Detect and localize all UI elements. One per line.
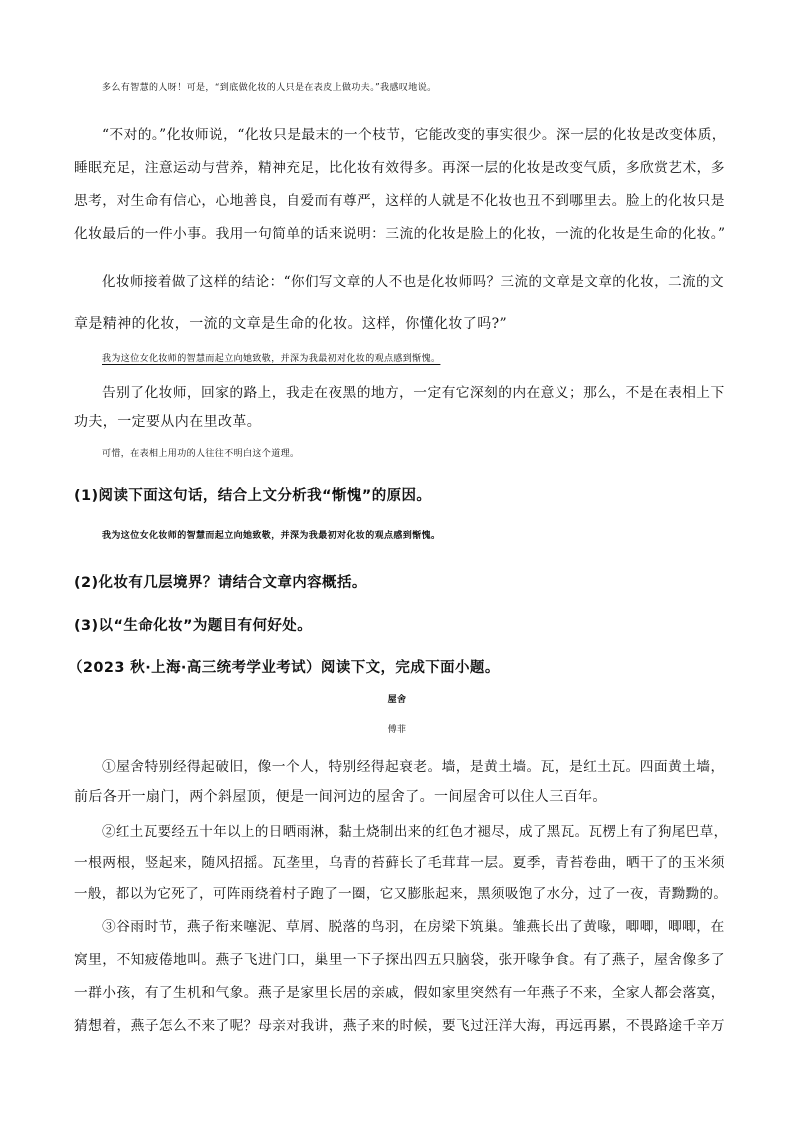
article-line: 一根两根，竖起来，随风招摇。瓦垄里，乌青的苔藓长了毛茸茸一层。夏季，青苔卷曲，晒干了的玉米须 [74, 855, 725, 871]
passage-line: 化妆最后的一件小事。我用一句简单的话来说明：三流的化妆是脸上的化妆，一流的化妆是生命的化妆。” [74, 226, 726, 242]
passage-line: 思考，对生命有信心，心地善良，自爱而有尊严，这样的人就是不化妆也丑不到哪里去。脸上的化妆只是 [74, 193, 725, 209]
passage-line: 可惜，在表相上用功的人往往不明白这个道理。 [102, 449, 300, 459]
article-line: ③谷雨时节，燕子衔来噻泥、草屑、脱落的鸟羽，在房梁下筑巢。雏燕长出了黄喙，唧唧，唧唧，在 [102, 919, 725, 935]
passage-line: 睡眠充足，注意运动与营养，精神充足，比化妆有效得多。再深一层的化妆是改变气质，多欣赏艺术，多 [74, 160, 725, 176]
passage-line: 多么有智慧的人呀！可是，“到底做化妆的人只是在表皮上做功夫。”我感叹地说。 [102, 83, 437, 93]
article-line: ②红土瓦要经五十年以上的日晒雨淋，黏土烧制出来的红色才褪尽，成了黑瓦。瓦楞上有了狗尾巴草， [102, 824, 728, 840]
underlined-sentence: 我为这位女化妆师的智慧而起立向她致敬，并深为我最初对化妆的观点感到惭愧。 [102, 354, 441, 364]
question-3: (3)以“生命化妆”为题目有何好处。 [74, 618, 313, 634]
passage-line: “不对的。”化妆师说，“化妆只是最末的一个枝节，它能改变的事实很少。深一层的化妆是改变体质， [102, 127, 726, 143]
passage-line: 告别了化妆师，回家的路上，我走在夜黑的地方，一定有它深刻的内在意义；那么，不是在表相上下 [102, 385, 725, 401]
question-2: (2)化妆有几层境界？请结合文章内容概括。 [74, 575, 367, 591]
section-intro: （2023 秋·上海·高三统考学业考试）阅读下文，完成下面小题。 [68, 660, 500, 676]
article-title: 屋舍 [387, 695, 407, 705]
article-line: 一般，都以为它死了，可阵雨绕着村子跑了一圈，它又膨胀起来，黑须吸饱了水分，过了一夜，青黝黝的。 [74, 886, 728, 902]
article-line: 猜想着，燕子怎么不来了呢？母亲对我讲，燕子来的时候，要飞过汪洋大海，再远再累，不畏路途千辛万 [74, 1018, 725, 1034]
passage-line: 章是精神的化妆，一流的文章是生命的化妆。这样，你懂化妆了吗?” [74, 316, 508, 332]
article-author: 傅菲 [387, 725, 407, 735]
article-line: 前后各开一扇门，两个斜屋顶，便是一间河边的屋舍了。一间屋舍可以住人三百年。 [74, 789, 607, 805]
passage-line: 化妆师接着做了这样的结论：“你们写文章的人不也是化妆师吗？三流的文章是文章的化妆，二流的文 [102, 274, 724, 290]
question-1: (1)阅读下面这句话，结合上文分析我“惭愧”的原因。 [74, 488, 432, 504]
question-1-quote: 我为这位女化妆师的智慧而起立向她致敬，并深为我最初对化妆的观点感到惭愧。 [102, 531, 441, 541]
article-line: 一群小孩，有了生机和气象。燕子是家里长居的亲戚，假如家里突然有一年燕子不来，全家人都会落寞， [74, 985, 725, 1001]
article-line: 窝里，不知疲倦地叫。燕子飞进门口，巢里一下子探出四五只脑袋，张开喙争食。有了燕子，屋舍像多了 [74, 952, 725, 968]
passage-line: 功夫，一定要从内在里改革。 [74, 414, 262, 430]
article-line: ①屋舍特别经得起破旧，像一个人，特别经得起衰老。墙，是黄土墙。瓦，是红土瓦。四面黄土墙， [102, 759, 725, 775]
